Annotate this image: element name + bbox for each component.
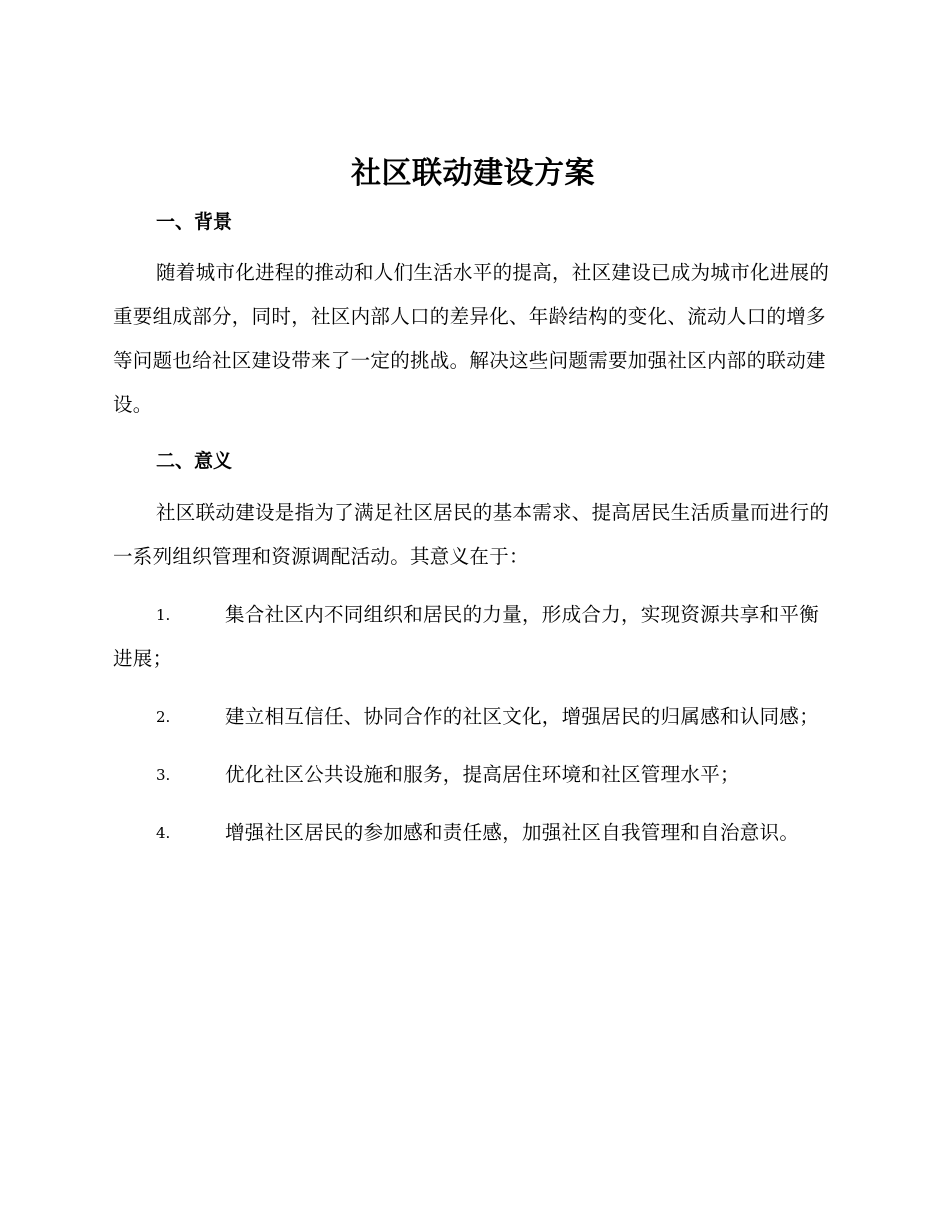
document-title: 社区联动建设方案: [351, 156, 595, 191]
list-item: [113, 811, 833, 855]
list-item: [113, 695, 833, 739]
list-item-number: 3.: [156, 766, 171, 784]
list-item-text: 建立相互信任、协同合作的社区文化，增强居民的归属感和认同感；: [225, 705, 820, 728]
list-item-text: 集合社区内不同组织和居民的力量，形成合力，实现资源共享和平衡进展；: [113, 603, 820, 670]
section-heading-background: 一、背景: [156, 211, 233, 233]
list-item: [113, 753, 833, 797]
list-item: [113, 593, 833, 681]
section-paragraph-background: 随着城市化进程的推动和人们生活水平的提高，社区建设已成为城市化进展的重要组成部分，同时，社区内部人口的差异化、年龄结构的变化、流动人口的增多等问题也给社区建设带来了一定的挑战。解决这些问题需要加强社区内部的联动建设。: [113, 261, 830, 416]
section-heading-significance: 二、意义: [156, 450, 233, 472]
list-item-text: 增强社区居民的参加感和责任感，加强社区自我管理和自治意识。: [225, 821, 800, 844]
numbered-list: [113, 593, 833, 855]
document-page: [113, 148, 833, 869]
list-item-number: 1.: [156, 606, 171, 624]
list-item-text: 优化社区公共设施和服务，提高居住环境和社区管理水平；: [225, 763, 740, 786]
list-item-number: 4.: [156, 824, 171, 842]
list-item-number: 2.: [156, 708, 171, 726]
section-paragraph-significance: 社区联动建设是指为了满足社区居民的基本需求、提高居民生活质量而进行的一系列组织管理和资源调配活动。其意义在于：: [113, 501, 830, 568]
